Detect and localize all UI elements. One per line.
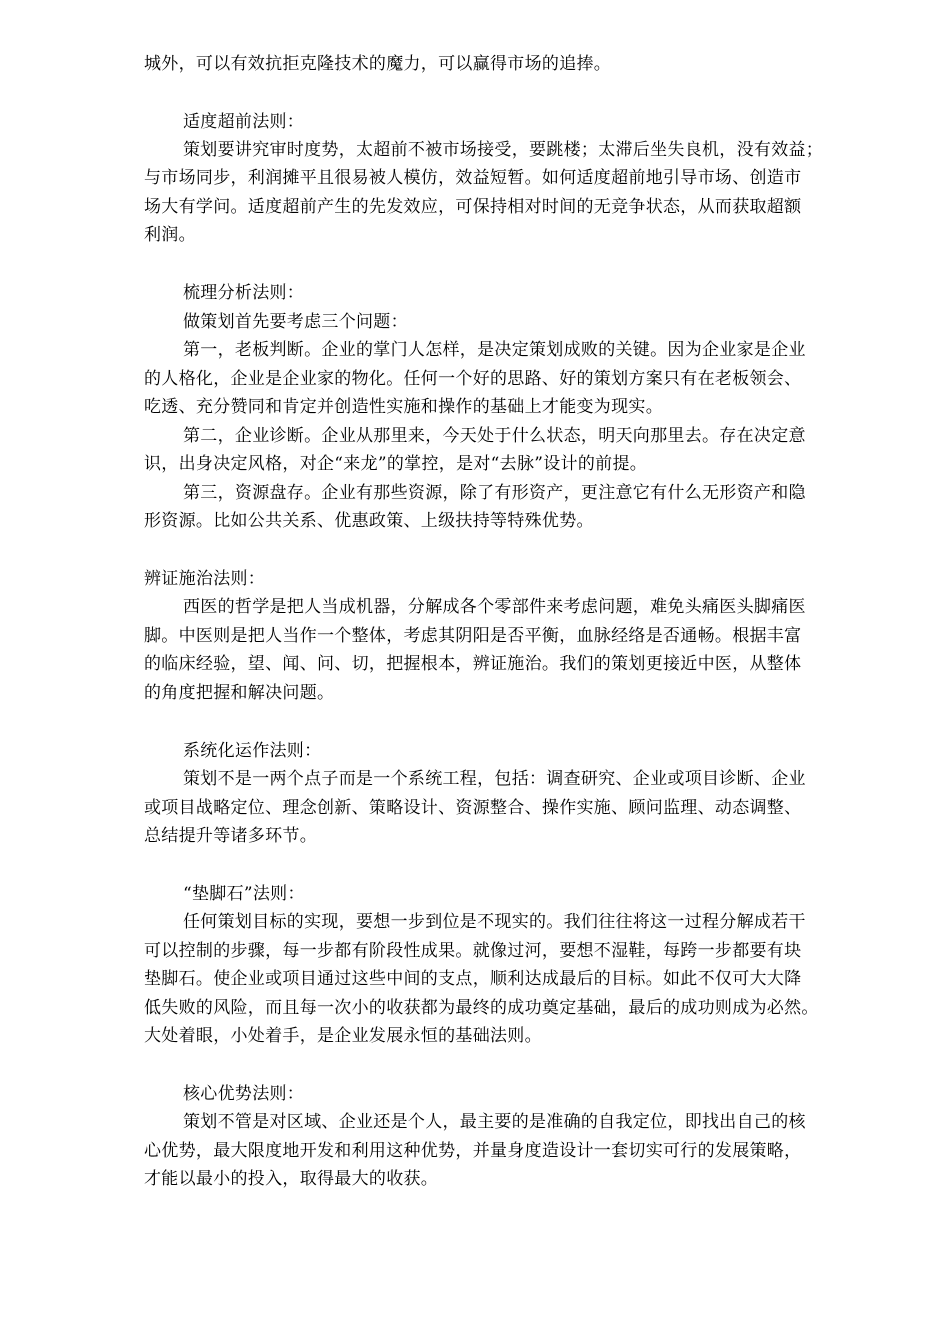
text-line: 的人格化，企业是企业家的物化。任何一个好的思路、好的策划方案只有在老板领会、 [144,369,802,389]
text-line: 的角度把握和解决问题。 [144,683,335,703]
text-line: 第三，资源盘存。企业有那些资源，除了有形资产，更注意它有什么无形资产和隐 [183,483,806,503]
section-heading: 梳理分析法则： [183,283,305,303]
text-line: 做策划首先要考虑三个问题： [183,312,408,332]
text-line: 大处着眼，小处着手，是企业发展永恒的基础法则。 [144,1026,542,1046]
text-line: 第一，老板判断。企业的掌门人怎样，是决定策划成败的关键。因为企业家是企业 [183,340,806,360]
text-line: 策划不是一两个点子而是一个系统工程，包括：调查研究、企业或项目诊断、企业 [183,769,806,789]
section-heading: 辨证施治法则： [144,569,266,589]
text-line: 低失败的风险，而且每一次小的收获都为最终的成功奠定基础，最后的成功则成为必然。 [144,998,819,1018]
text-line: 或项目战略定位、理念创新、策略设计、资源整合、操作实施、顾问监理、动态调整、 [144,798,802,818]
section-heading: 核心优势法则： [183,1084,305,1104]
text-line: 脚。中医则是把人当作一个整体，考虑其阴阳是否平衡，血脉经络是否通畅。根据丰富 [144,626,802,646]
section-heading: 适度超前法则： [183,112,305,132]
text-line: 垫脚石。使企业或项目通过这些中间的支点，顺利达成最后的目标。如此不仅可大大降 [144,969,802,989]
text-line: 第二，企业诊断。企业从那里来，今天处于什么状态，明天向那里去。存在决定意 [183,426,806,446]
text-line: 城外，可以有效抗拒克隆技术的魔力，可以赢得市场的追捧。 [144,54,612,74]
text-line: 识，出身决定风格，对企“来龙”的掌控，是对“去脉”设计的前提。 [144,454,648,474]
text-line: 西医的哲学是把人当成机器，分解成各个零部件来考虑问题，难免头痛医头脚痛医 [183,597,806,617]
text-line: 与市场同步，利润摊平且很易被人模仿，效益短暂。如何适度超前地引导市场、创造市 [144,168,802,188]
text-line: 吃透、充分赞同和肯定并创造性实施和操作的基础上才能变为现实。 [144,397,663,417]
text-line: 任何策划目标的实现，要想一步到位是不现实的。我们往往将这一过程分解成若干 [183,912,806,932]
text-line: 才能以最小的投入，取得最大的收获。 [144,1169,439,1189]
text-line: 场大有学问。适度超前产生的先发效应，可保持相对时间的无竞争状态，从而获取超额 [144,197,802,217]
section-heading: “垫脚石”法则： [183,884,305,904]
text-line: 利润。 [144,225,196,245]
text-line: 的临床经验，望、闻、问、切，把握根本，辨证施治。我们的策划更接近中医，从整体 [144,654,802,674]
text-line: 心优势，最大限度地开发和利用这种优势，并量身度造设计一套切实可行的发展策略， [144,1141,802,1161]
text-line: 可以控制的步骤，每一步都有阶段性成果。就像过河，要想不湿鞋，每跨一步都要有块 [144,941,802,961]
text-line: 总结提升等诸多环节。 [144,826,317,846]
text-line: 策划不管是对区域、企业还是个人，最主要的是准确的自我定位，即找出自己的核 [183,1112,806,1132]
text-line: 形资源。比如公共关系、优惠政策、上级扶持等特殊优势。 [144,511,594,531]
text-line: 策划要讲究审时度势，太超前不被市场接受，要跳楼；太滞后坐失良机，没有效益； [183,140,824,160]
section-heading: 系统化运作法则： [183,741,322,761]
